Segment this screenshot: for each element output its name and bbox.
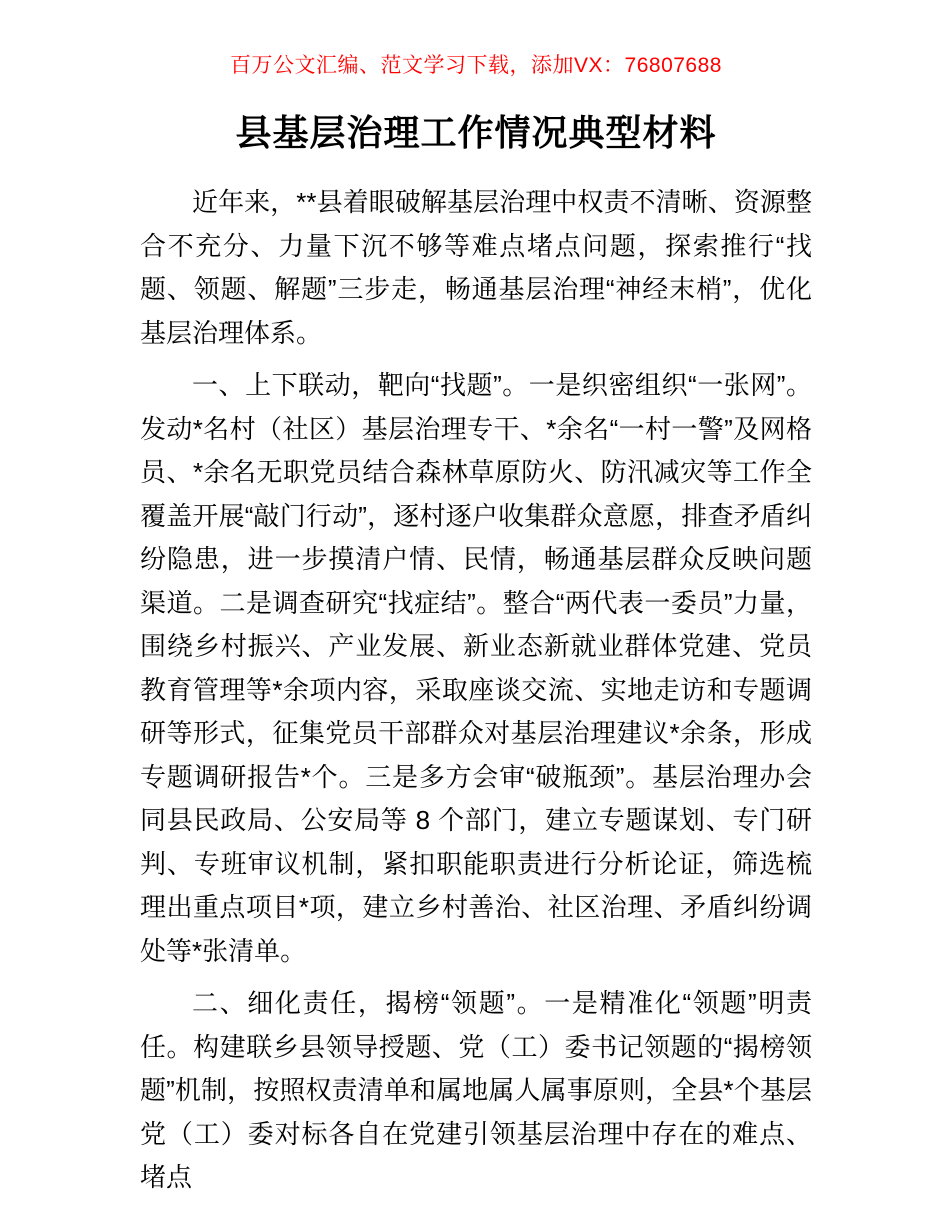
- document-body: [140, 181, 812, 1200]
- watermark-notice: 百万公文汇编、范文学习下载，添加VX：76807688: [230, 54, 722, 77]
- paragraph-intro: 近年来，**县着眼破解基层治理中权责不清晰、资源整合不充分、力量下沉不够等难点堵点问题，探索推行“找题、领题、解题”三步走，畅通基层治理“神经末梢”，优化基层治理体系。: [140, 187, 812, 348]
- document-title: 县基层治理工作情况典型材料: [235, 112, 717, 153]
- paragraph-section-1: 一、上下联动，靶向“找题”。一是织密组织“一张网”。发动*名村（社区）基层治理专干、*余名“一村一警”及网格员、*余名无职党员结合森林草原防火、防汛减灾等工作全覆盖开展“敲门行动”，逐村逐户收集群众意愿，排查矛盾纠纷隐患，进一步摸清户情、民情，畅通基层群众反映问题渠道。二是调查研究“找症结”。整合“两代表一委员”力量，围绕乡村振兴、产业发展、新业态新就业群体党建、党员教育管理等*余项内容，采取座谈交流、实地走访和专题调研等形式，征集党员干部群众对基层治理建议*余条，形成专题调研报告*个。三是多方会审“破瓶颈”。基层治理办会同县民政局、公安局等 8 个部门，建立专题谋划、专门研判、专班审议机制，紧扣职能职责进行分析论证，筛选梳理出重点项目*项，建立乡村善治、社区治理、矛盾纠纷调处等*张清单。: [140, 370, 812, 966]
- paragraph-section-2: 二、细化责任，揭榜“领题”。一是精准化“领题”明责任。构建联乡县领导授题、党（工）委书记领题的“揭榜领题”机制，按照权责清单和属地属人属事原则，全县*个基层党（工）委对标各自在党建引领基层治理中存在的难点、堵点: [140, 988, 812, 1192]
